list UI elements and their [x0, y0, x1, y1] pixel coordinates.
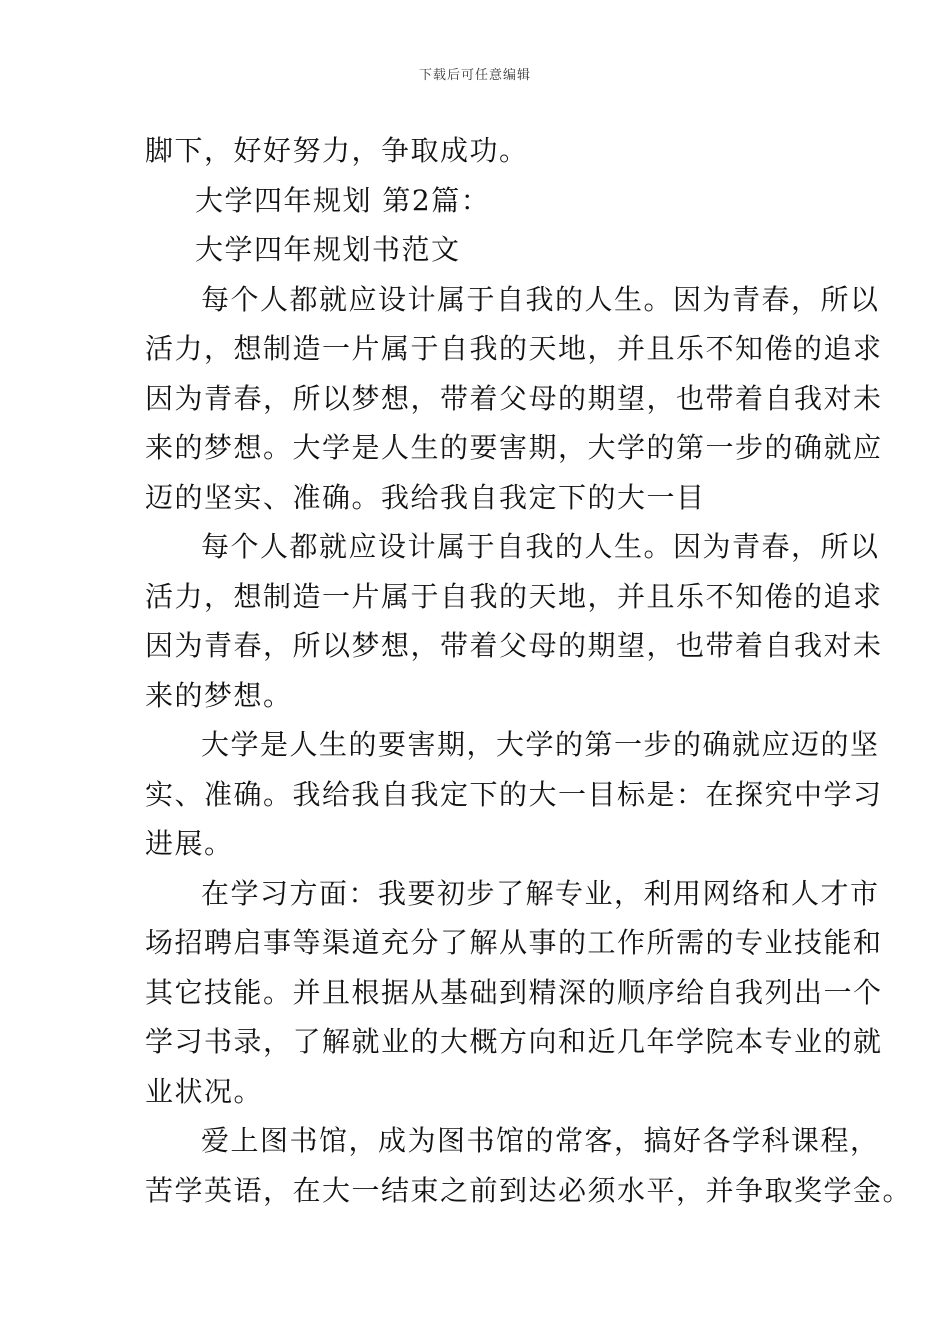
text-line: 爱上图书馆，成为图书馆的常客，搞好各学科课程，	[201, 1124, 880, 1157]
text-line: 来的梦想。大学是人生的要害期，大学的第一步的确就应	[145, 431, 883, 464]
document-body	[145, 126, 913, 1215]
text-line: 业状况。	[145, 1074, 264, 1108]
text-line: 活力，想制造一片属于自我的天地，并且乐不知倦的追求	[145, 332, 883, 365]
text-line: 大学是人生的要害期，大学的第一步的确就应迈的坚	[201, 728, 880, 761]
text-line: 因为青春，所以梦想，带着父母的期望，也带着自我对未	[145, 629, 883, 662]
text-line: 学习书录，了解就业的大概方向和近几年学院本专业的就	[145, 1025, 883, 1058]
text-line: 场招聘启事等渠道充分了解从事的工作所需的专业技能和	[145, 926, 883, 959]
text-line: 每个人都就应设计属于自我的人生。因为青春，所以	[201, 282, 880, 316]
text-line: 大学四年规划 第2篇：	[195, 183, 491, 217]
text-line: 脚下，好好努力，争取成功。	[145, 134, 529, 167]
text-line: 来的梦想。	[145, 678, 293, 712]
page-header: 下载后可任意编辑	[418, 68, 531, 83]
text-line: 因为青春，所以梦想，带着父母的期望，也带着自我对未	[145, 381, 883, 415]
text-line: 实、准确。我给我自我定下的大一目标是：在探究中学习	[145, 777, 883, 811]
text-line: 苦学英语，在大一结束之前到达必须水平，并争取奖学金。	[145, 1173, 913, 1207]
text-line: 每个人都就应设计属于自我的人生。因为青春，所以	[201, 530, 880, 563]
text-line: 进展。	[145, 827, 234, 860]
text-line: 其它技能。并且根据从基础到精深的顺序给自我列出一个	[145, 975, 883, 1009]
text-line: 在学习方面：我要初步了解专业，利用网络和人才市	[201, 876, 880, 910]
text-line: 大学四年规划书范文	[195, 233, 461, 266]
text-line: 迈的坚实、准确。我给我自我定下的大一目	[145, 480, 706, 514]
text-line: 活力，想制造一片属于自我的天地，并且乐不知倦的追求	[145, 579, 883, 613]
